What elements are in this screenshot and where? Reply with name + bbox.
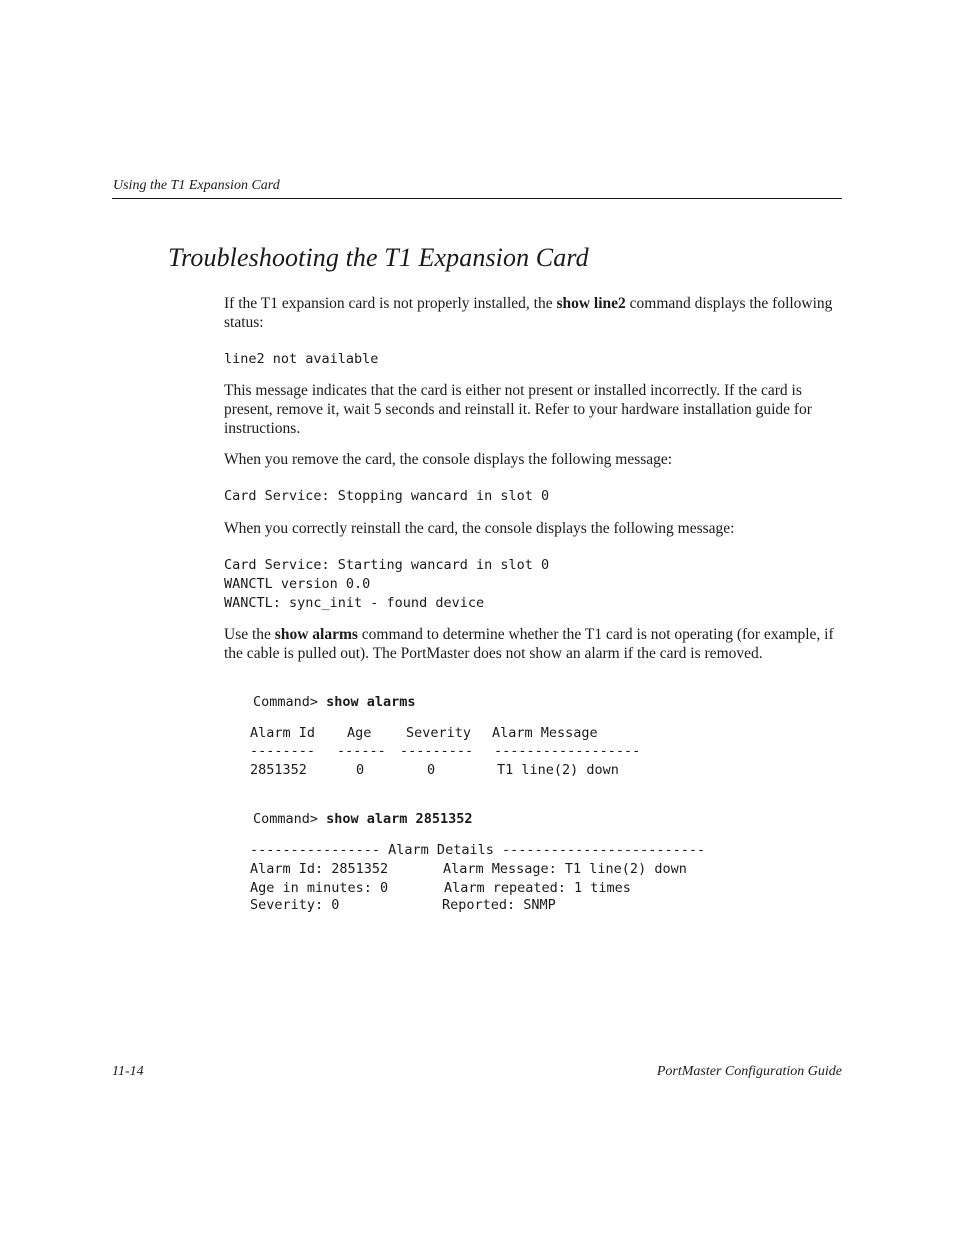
alarm-table-divider: -------- xyxy=(250,743,316,759)
remove-card-paragraph: When you remove the card, the console displays the following message: xyxy=(224,451,673,468)
alarm-details-header: ---------------- Alarm Details ------------------------- xyxy=(250,842,706,858)
intro-text-1: If the T1 expansion card is not properly installed, the xyxy=(224,295,557,312)
alarm-table-cell-message: T1 line(2) down xyxy=(497,762,619,778)
alarm-detail-left: Severity: 0 xyxy=(250,897,340,913)
alarm-table-header-age: Age xyxy=(347,725,372,741)
command-show-alarms xyxy=(253,694,416,710)
running-header: Using the T1 Expansion Card xyxy=(113,178,280,193)
section-title: Troubleshooting the T1 Expansion Card xyxy=(168,243,589,272)
alarms-text-2: command to determine whether the T1 card is not operating (for example, if the cable is pulled out). The PortMaster does not show an alarm if the card is removed. xyxy=(224,626,834,662)
console-line: WANCTL: sync_init - found device xyxy=(224,595,485,611)
alarm-table-divider: --------- xyxy=(400,743,474,759)
stopping-wancard-code: Card Service: Stopping wancard in slot 0 xyxy=(224,488,550,504)
alarm-detail-right: Alarm Message: T1 line(2) down xyxy=(443,861,687,877)
alarms-text-1: Use the xyxy=(224,626,275,643)
command-prompt: Command> xyxy=(253,694,327,710)
alarm-table-header-id: Alarm Id xyxy=(250,725,316,741)
message-explanation-paragraph: This message indicates that the card is either not present or installed incorrectly. If the card is present, remove it, wait 5 seconds and reinstall it. Refer to your hardware installation guide for instructions. xyxy=(224,382,812,437)
alarm-table-cell-id: 2851352 xyxy=(250,762,307,778)
alarm-table-divider: ------------------ xyxy=(494,743,641,759)
alarm-detail-right: Reported: SNMP xyxy=(442,897,556,913)
intro-text-2: command displays the following status: xyxy=(224,295,833,331)
alarm-table-divider: ------ xyxy=(337,743,386,759)
console-line: Card Service: Starting wancard in slot 0 xyxy=(224,557,550,573)
line2-status-code: line2 not available xyxy=(224,351,379,367)
alarm-table-header-message: Alarm Message xyxy=(492,725,598,741)
alarm-detail-left: Alarm Id: 2851352 xyxy=(250,861,389,877)
alarm-table-header-severity: Severity xyxy=(406,725,472,741)
page-number: 11-14 xyxy=(112,1064,144,1079)
header-rule xyxy=(112,198,842,199)
intro-paragraph xyxy=(224,294,840,332)
show-alarms-paragraph xyxy=(224,625,840,663)
command-show-alarm-detail xyxy=(253,811,472,827)
show-line2-command: show line2 xyxy=(556,295,626,312)
alarm-detail-left: Age in minutes: 0 xyxy=(250,880,389,896)
command-text: show alarm 2851352 xyxy=(326,811,473,827)
command-prompt: Command> xyxy=(253,811,327,827)
alarm-detail-right: Alarm repeated: 1 times xyxy=(444,880,631,896)
command-text: show alarms xyxy=(326,694,416,710)
console-line: WANCTL version 0.0 xyxy=(224,576,371,592)
alarm-table-cell-severity: 0 xyxy=(427,762,436,778)
show-alarms-command: show alarms xyxy=(274,626,358,643)
book-title: PortMaster Configuration Guide xyxy=(656,1064,842,1079)
alarm-table-cell-age: 0 xyxy=(356,762,365,778)
reinstall-card-paragraph: When you correctly reinstall the card, the console displays the following message: xyxy=(224,520,735,537)
reinstall-console-output xyxy=(224,556,549,613)
